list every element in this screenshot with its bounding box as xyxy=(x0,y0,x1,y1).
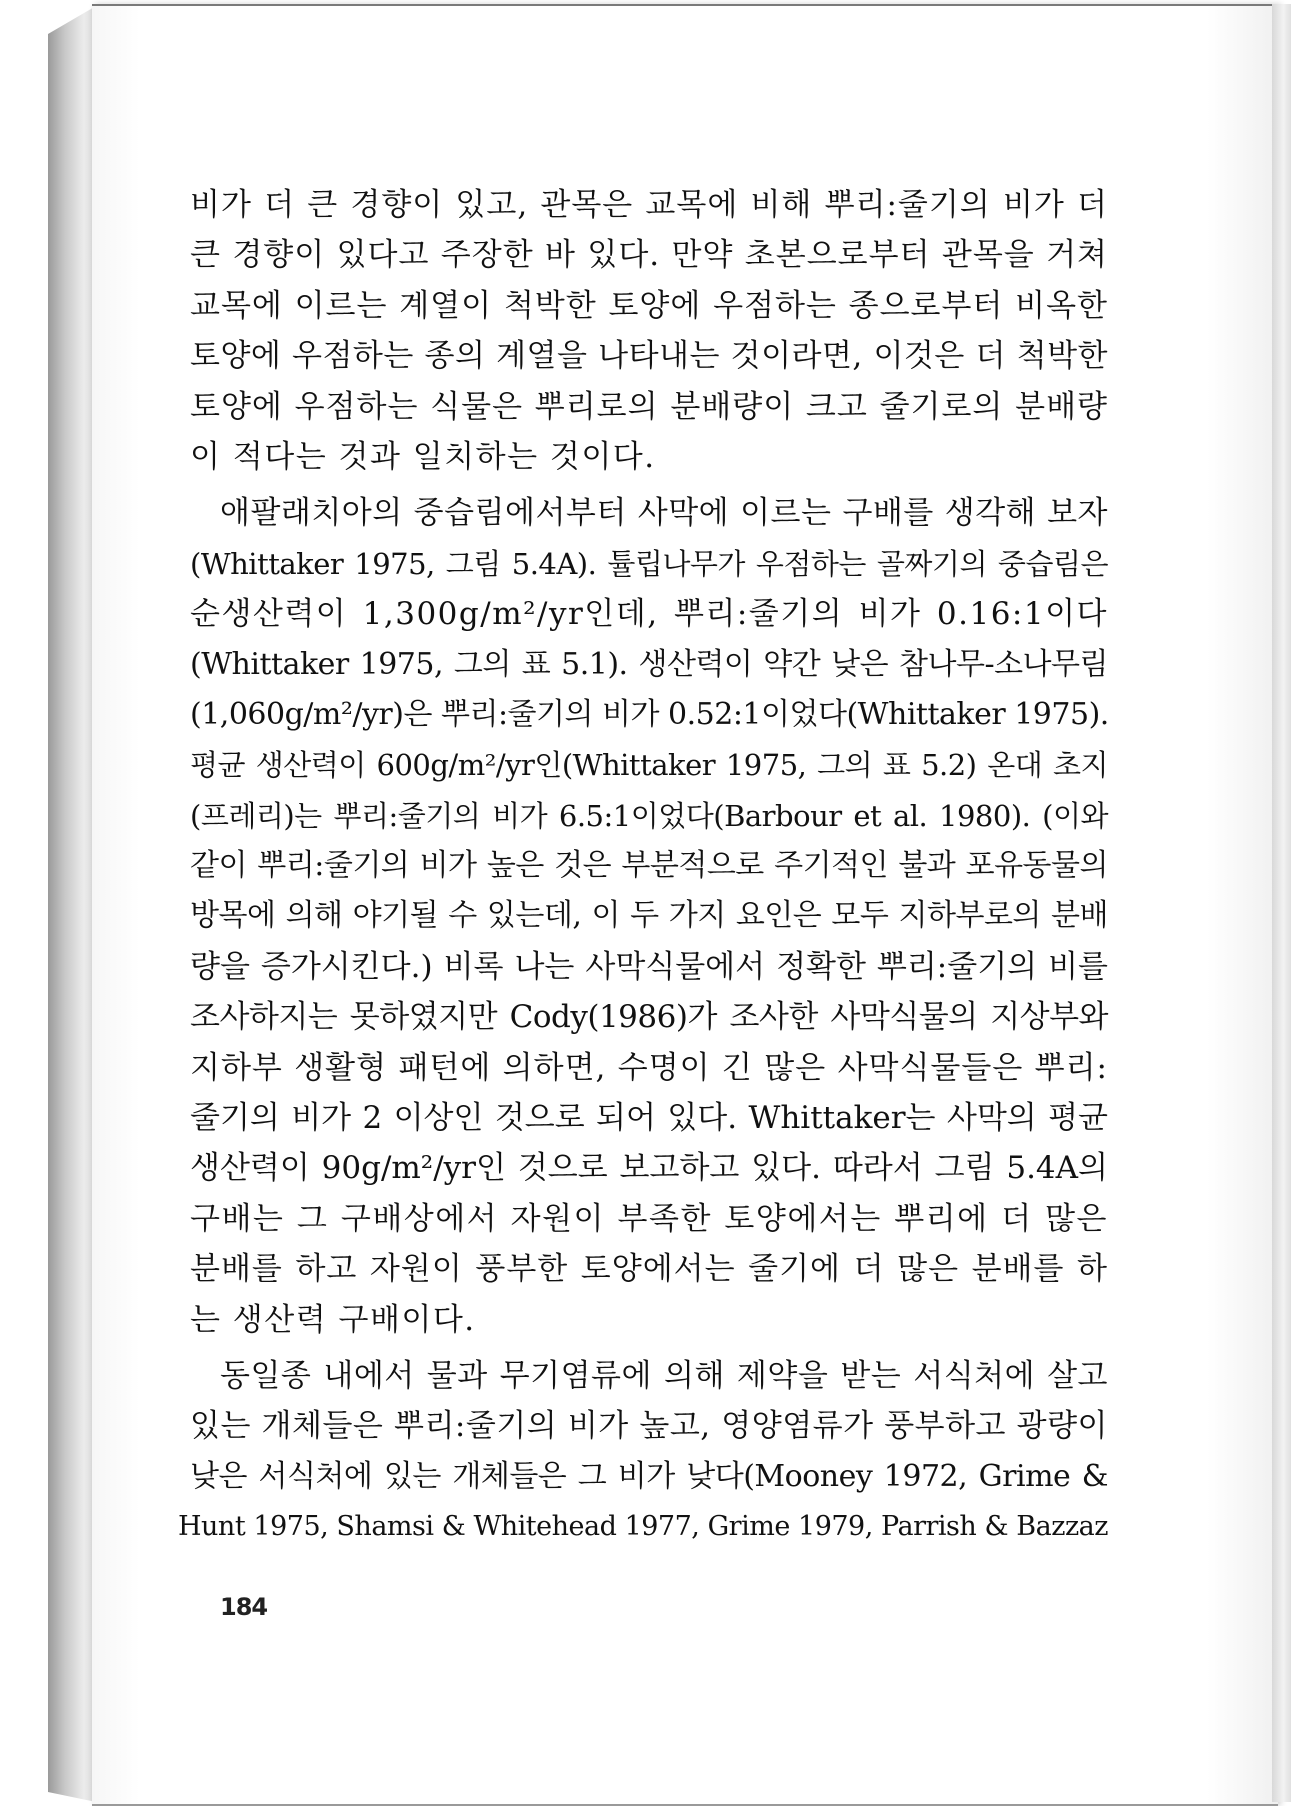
book-spine xyxy=(48,6,96,1802)
text-line: 줄기의 비가 2 이상인 것으로 되어 있다. Whittaker는 사막의 평균 xyxy=(190,1100,1108,1137)
text-line: 방목에 의해 야기될 수 있는데, 이 두 가지 요인은 모두 지하부로의 분배 xyxy=(190,898,1108,934)
text-line: (Whittaker 1975, 그의 표 5.1). 생산력이 약간 낮은 참나무-소나무림 xyxy=(190,646,1108,682)
page-number: 184 xyxy=(220,1593,268,1621)
text-line: 교목에 이르는 계열이 척박한 토양에 우점하는 종으로부터 비옥한 xyxy=(190,287,1108,324)
text-line: 지하부 생활형 패턴에 의하면, 수명이 긴 많은 사막식물들은 뿌리: xyxy=(190,1049,1108,1086)
paragraph-start-line: 동일종 내에서 물과 무기염류에 의해 제약을 받는 서식처에 살고 xyxy=(220,1357,1108,1394)
text-line: 는 생산력 구배이다. xyxy=(190,1301,476,1338)
text-line: 순생산력이 1,300g/m²/yr인데, 뿌리:줄기의 비가 0.16:1이다 xyxy=(190,596,1108,633)
text-line: 생산력이 90g/m²/yr인 것으로 보고하고 있다. 따라서 그림 5.4A의 xyxy=(190,1150,1108,1187)
paragraph-start-line: 애팔래치아의 중습림에서부터 사막에 이르는 구배를 생각해 보자 xyxy=(220,495,1108,532)
text-line: 같이 뿌리:줄기의 비가 높은 것은 부분적으로 주기적인 불과 포유동물의 xyxy=(190,848,1108,884)
text-line: 토양에 우점하는 식물은 뿌리로의 분배량이 크고 줄기로의 분배량 xyxy=(190,388,1108,425)
text-line: 비가 더 큰 경향이 있고, 관목은 교목에 비해 뿌리:줄기의 비가 더 xyxy=(190,187,1108,223)
text-line: (1,060g/m²/yr)은 뿌리:줄기의 비가 0.52:1이었다(Whittaker 1975). xyxy=(190,696,1109,732)
text-line: 구배는 그 구배상에서 자원이 부족한 토양에서는 뿌리에 더 많은 xyxy=(190,1200,1108,1237)
text-line: 조사하지는 못하였지만 Cody(1986)가 조사한 사막식물의 지상부와 xyxy=(190,999,1108,1036)
text-line: 있는 개체들은 뿌리:줄기의 비가 높고, 영양염류가 풍부하고 광량이 xyxy=(190,1408,1108,1445)
text-line: 낮은 서식처에 있는 개체들은 그 비가 낮다(Mooney 1972, Grime & xyxy=(190,1458,1108,1494)
text-line: 평균 생산력이 600g/m²/yr인(Whittaker 1975, 그의 표 5.2) 온대 초지 xyxy=(190,748,1108,783)
page-right-edge xyxy=(1272,4,1291,1802)
text-line: 이 적다는 것과 일치하는 것이다. xyxy=(190,438,656,475)
text-line: 큰 경향이 있다고 주장한 바 있다. 만약 초본으로부터 관목을 거쳐 xyxy=(190,237,1108,274)
text-line: (프레리)는 뿌리:줄기의 비가 6.5:1이었다(Barbour et al. 1980). (이와 xyxy=(190,798,1108,833)
text-line: 분배를 하고 자원이 풍부한 토양에서는 줄기에 더 많은 분배를 하 xyxy=(190,1251,1108,1288)
text-line: 토양에 우점하는 종의 계열을 나타내는 것이라면, 이것은 더 척박한 xyxy=(190,338,1108,375)
text-line: Hunt 1975, Shamsi & Whitehead 1977, Grime 1979, Parrish & Bazzaz xyxy=(178,1511,1108,1543)
text-line: 량을 증가시킨다.) 비록 나는 사막식물에서 정확한 뿌리:줄기의 비를 xyxy=(190,948,1108,985)
text-line: (Whittaker 1975, 그림 5.4A). 튤립나무가 우점하는 골짜기의 중습림은 xyxy=(190,546,1108,581)
body-text xyxy=(178,180,1109,1553)
